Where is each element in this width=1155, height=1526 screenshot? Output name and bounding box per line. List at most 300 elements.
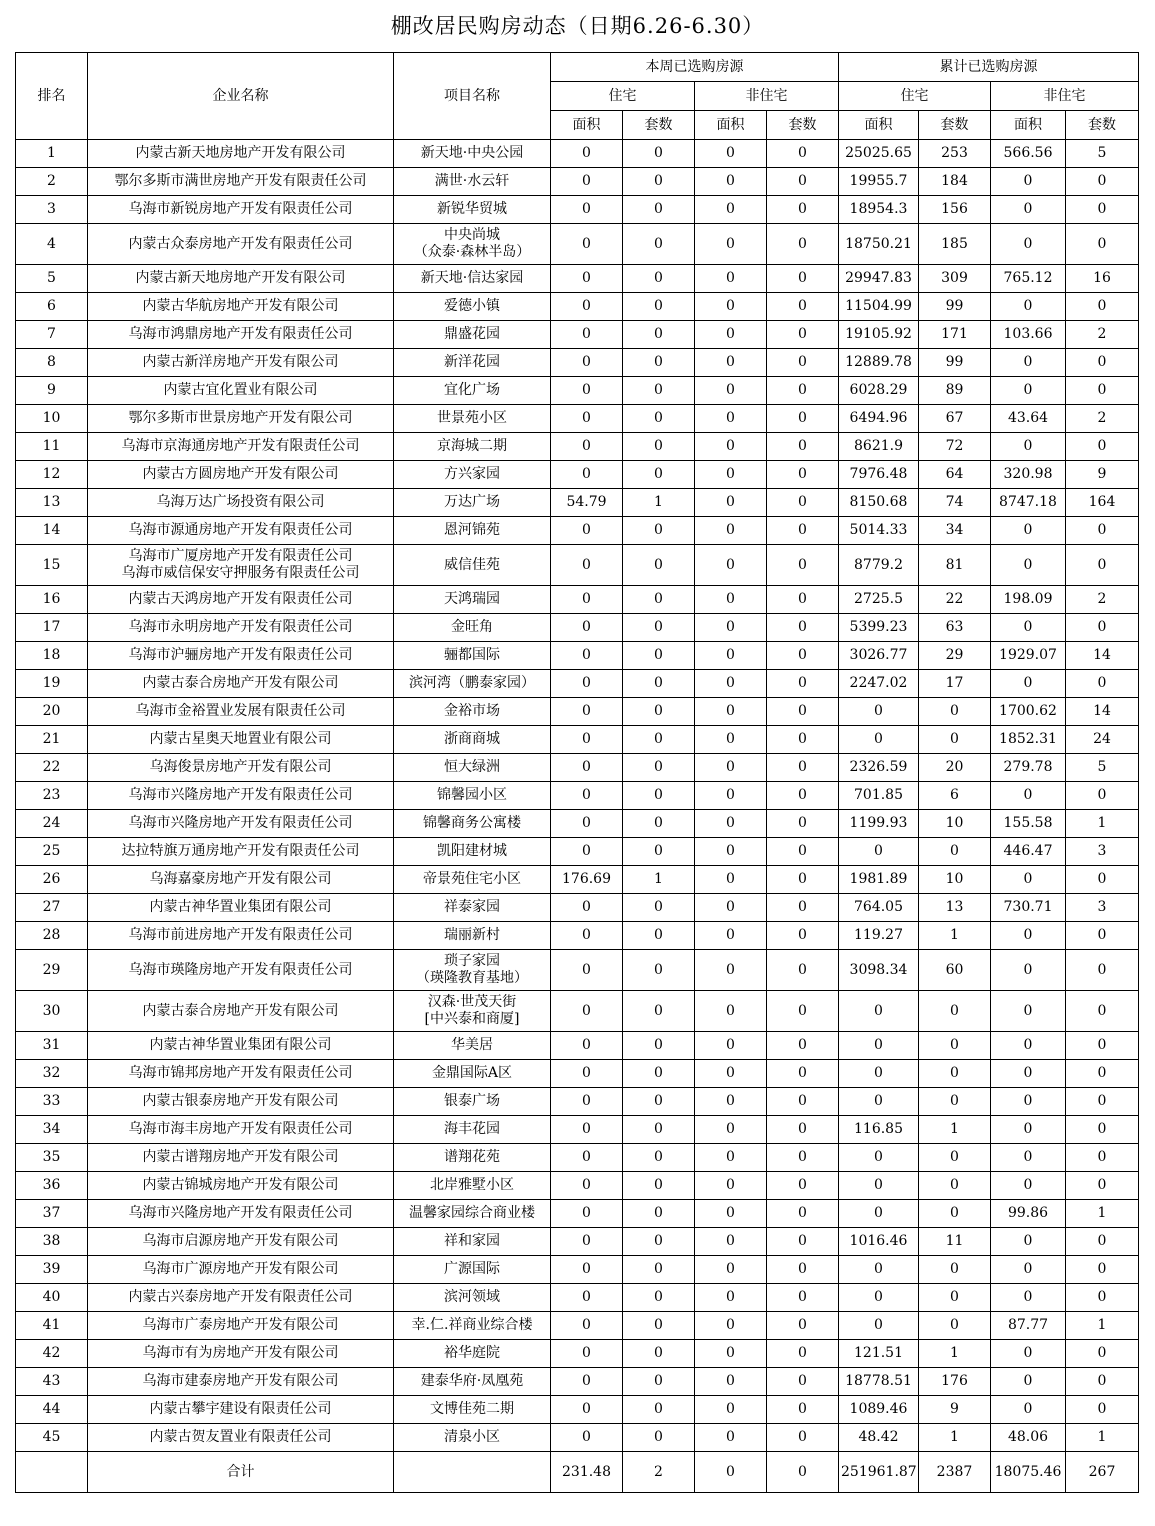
week-nonres-area: 0 xyxy=(695,140,767,168)
project-name: 祥泰家园 xyxy=(394,894,551,922)
rank-cell: 11 xyxy=(16,433,88,461)
cum-res-area: 1981.89 xyxy=(839,866,919,894)
cum-nonres-area: 0 xyxy=(991,1340,1066,1368)
week-res-area: 0 xyxy=(551,1060,623,1088)
cum-nonres-units: 0 xyxy=(1066,782,1139,810)
project-name: 滨河领域 xyxy=(394,1284,551,1312)
project-name: 裕华庭院 xyxy=(394,1340,551,1368)
week-res-units: 0 xyxy=(623,726,695,754)
cum-nonres-area: 765.12 xyxy=(991,265,1066,293)
total-project-cell xyxy=(394,1452,551,1493)
cum-res-area: 701.85 xyxy=(839,782,919,810)
company-name: 达拉特旗万通房地产开发有限责任公司 xyxy=(88,838,394,866)
project-name: 鼎盛花园 xyxy=(394,321,551,349)
week-nonres-area: 0 xyxy=(695,1200,767,1228)
week-res-units: 0 xyxy=(623,894,695,922)
project-name: 清泉小区 xyxy=(394,1424,551,1452)
cum-res-units: 0 xyxy=(919,1312,991,1340)
table-row xyxy=(16,1368,1139,1396)
cum-res-units: 9 xyxy=(919,1396,991,1424)
company-name: 乌海万达广场投资有限公司 xyxy=(88,489,394,517)
cum-res-units: 60 xyxy=(919,950,991,991)
cum-res-units: 0 xyxy=(919,1200,991,1228)
company-name: 乌海市兴隆房地产开发有限责任公司 xyxy=(88,810,394,838)
rank-cell: 6 xyxy=(16,293,88,321)
rank-cell: 27 xyxy=(16,894,88,922)
week-nonres-area: 0 xyxy=(695,1256,767,1284)
cum-nonres-units: 16 xyxy=(1066,265,1139,293)
company-name: 乌海嘉豪房地产开发有限公司 xyxy=(88,866,394,894)
cum-nonres-area: 0 xyxy=(991,991,1066,1032)
table-row xyxy=(16,866,1139,894)
week-res-area: 0 xyxy=(551,1172,623,1200)
cum-res-area: 8621.9 xyxy=(839,433,919,461)
cum-nonres-area: 0 xyxy=(991,224,1066,265)
week-res-units: 0 xyxy=(623,838,695,866)
total-cum-nonres-units: 267 xyxy=(1066,1452,1139,1493)
cum-nonres-area: 0 xyxy=(991,377,1066,405)
week-res-area: 0 xyxy=(551,670,623,698)
cum-nonres-area: 0 xyxy=(991,1032,1066,1060)
cum-res-units: 0 xyxy=(919,1172,991,1200)
header-units: 套数 xyxy=(1066,111,1139,140)
week-nonres-area: 0 xyxy=(695,321,767,349)
rank-cell: 8 xyxy=(16,349,88,377)
week-res-area: 54.79 xyxy=(551,489,623,517)
project-name: 骊都国际 xyxy=(394,642,551,670)
week-nonres-area: 0 xyxy=(695,810,767,838)
header-area: 面积 xyxy=(695,111,767,140)
header-area: 面积 xyxy=(551,111,623,140)
week-nonres-area: 0 xyxy=(695,670,767,698)
week-nonres-area: 0 xyxy=(695,1228,767,1256)
week-res-area: 0 xyxy=(551,1340,623,1368)
week-nonres-area: 0 xyxy=(695,991,767,1032)
table-row xyxy=(16,586,1139,614)
project-name: 恩河锦苑 xyxy=(394,517,551,545)
week-res-units: 0 xyxy=(623,810,695,838)
cum-nonres-area: 0 xyxy=(991,1368,1066,1396)
cum-nonres-area: 198.09 xyxy=(991,586,1066,614)
cum-nonres-units: 0 xyxy=(1066,1284,1139,1312)
rank-cell: 16 xyxy=(16,586,88,614)
rank-cell: 45 xyxy=(16,1424,88,1452)
company-name: 乌海市有为房地产开发有限公司 xyxy=(88,1340,394,1368)
cum-res-area: 5399.23 xyxy=(839,614,919,642)
cum-nonres-area: 0 xyxy=(991,866,1066,894)
week-nonres-area: 0 xyxy=(695,377,767,405)
week-res-units: 0 xyxy=(623,349,695,377)
cum-nonres-units: 164 xyxy=(1066,489,1139,517)
week-nonres-area: 0 xyxy=(695,586,767,614)
rank-cell: 20 xyxy=(16,698,88,726)
week-nonres-units: 0 xyxy=(767,866,839,894)
week-res-area: 0 xyxy=(551,1256,623,1284)
rank-cell: 12 xyxy=(16,461,88,489)
week-res-area: 0 xyxy=(551,168,623,196)
table-row xyxy=(16,224,1139,265)
cum-nonres-units: 0 xyxy=(1066,433,1139,461)
cum-nonres-units: 0 xyxy=(1066,866,1139,894)
total-cum-res-area: 251961.87 xyxy=(839,1452,919,1493)
cum-nonres-units: 0 xyxy=(1066,1368,1139,1396)
week-res-area: 0 xyxy=(551,1312,623,1340)
cum-nonres-units: 14 xyxy=(1066,642,1139,670)
week-nonres-units: 0 xyxy=(767,614,839,642)
cum-nonres-area: 0 xyxy=(991,922,1066,950)
table-row xyxy=(16,754,1139,782)
week-res-area: 0 xyxy=(551,545,623,586)
cum-res-area: 6028.29 xyxy=(839,377,919,405)
week-nonres-units: 0 xyxy=(767,642,839,670)
table-row xyxy=(16,991,1139,1032)
week-nonres-units: 0 xyxy=(767,461,839,489)
cum-res-area: 19955.7 xyxy=(839,168,919,196)
week-nonres-units: 0 xyxy=(767,224,839,265)
cum-res-area: 0 xyxy=(839,1144,919,1172)
project-name: 满世·水云轩 xyxy=(394,168,551,196)
cum-res-area: 18778.51 xyxy=(839,1368,919,1396)
table-row xyxy=(16,265,1139,293)
week-nonres-area: 0 xyxy=(695,1312,767,1340)
week-nonres-area: 0 xyxy=(695,1368,767,1396)
rank-cell: 33 xyxy=(16,1088,88,1116)
week-res-units: 0 xyxy=(623,1032,695,1060)
cum-res-area: 6494.96 xyxy=(839,405,919,433)
project-name: 北岸雅墅小区 xyxy=(394,1172,551,1200)
header-company: 企业名称 xyxy=(88,53,394,140)
company-name: 乌海市启源房地产开发有限公司 xyxy=(88,1228,394,1256)
cum-nonres-units: 5 xyxy=(1066,140,1139,168)
week-res-area: 0 xyxy=(551,1368,623,1396)
week-nonres-area: 0 xyxy=(695,168,767,196)
cum-nonres-units: 1 xyxy=(1066,810,1139,838)
cum-nonres-area: 566.56 xyxy=(991,140,1066,168)
cum-res-area: 119.27 xyxy=(839,922,919,950)
week-res-units: 0 xyxy=(623,461,695,489)
cum-nonres-units: 2 xyxy=(1066,321,1139,349)
cum-res-area: 121.51 xyxy=(839,1340,919,1368)
cum-nonres-area: 446.47 xyxy=(991,838,1066,866)
week-res-area: 0 xyxy=(551,614,623,642)
week-res-units: 1 xyxy=(623,489,695,517)
project-name: 华美居 xyxy=(394,1032,551,1060)
company-name: 内蒙古新天地房地产开发有限公司 xyxy=(88,140,394,168)
company-name: 内蒙古星奥天地置业有限公司 xyxy=(88,726,394,754)
week-res-units: 0 xyxy=(623,377,695,405)
company-name: 乌海市海丰房地产开发有限责任公司 xyxy=(88,1116,394,1144)
cum-nonres-area: 1852.31 xyxy=(991,726,1066,754)
cum-nonres-area: 0 xyxy=(991,1088,1066,1116)
cum-nonres-area: 730.71 xyxy=(991,894,1066,922)
table-row xyxy=(16,489,1139,517)
week-res-units: 0 xyxy=(623,642,695,670)
header-cum-residential: 住宅 xyxy=(839,82,991,111)
company-name: 内蒙古宜化置业有限公司 xyxy=(88,377,394,405)
week-nonres-units: 0 xyxy=(767,1340,839,1368)
week-nonres-area: 0 xyxy=(695,698,767,726)
project-name: 新洋花园 xyxy=(394,349,551,377)
week-res-units: 0 xyxy=(623,1228,695,1256)
cum-res-area: 0 xyxy=(839,1200,919,1228)
header-project: 项目名称 xyxy=(394,53,551,140)
cum-res-area: 0 xyxy=(839,1060,919,1088)
company-name: 内蒙古泰合房地产开发有限公司 xyxy=(88,991,394,1032)
week-res-units: 0 xyxy=(623,1088,695,1116)
cum-nonres-area: 0 xyxy=(991,349,1066,377)
week-res-area: 0 xyxy=(551,698,623,726)
week-res-area: 0 xyxy=(551,586,623,614)
week-nonres-area: 0 xyxy=(695,950,767,991)
table-row xyxy=(16,1172,1139,1200)
total-cum-res-units: 2387 xyxy=(919,1452,991,1493)
header-week-non-residential: 非住宅 xyxy=(695,82,839,111)
cum-nonres-area: 0 xyxy=(991,1228,1066,1256)
rank-cell: 36 xyxy=(16,1172,88,1200)
project-name: 海丰花园 xyxy=(394,1116,551,1144)
week-nonres-area: 0 xyxy=(695,489,767,517)
week-res-units: 0 xyxy=(623,433,695,461)
cum-res-area: 3098.34 xyxy=(839,950,919,991)
week-res-units: 0 xyxy=(623,782,695,810)
table-row xyxy=(16,168,1139,196)
table-row xyxy=(16,461,1139,489)
cum-res-units: 13 xyxy=(919,894,991,922)
project-name: 银泰广场 xyxy=(394,1088,551,1116)
week-nonres-units: 0 xyxy=(767,321,839,349)
cum-nonres-area: 320.98 xyxy=(991,461,1066,489)
week-res-units: 0 xyxy=(623,1368,695,1396)
company-name: 乌海市前进房地产开发有限责任公司 xyxy=(88,922,394,950)
company-name: 内蒙古方圆房地产开发有限公司 xyxy=(88,461,394,489)
week-res-area: 0 xyxy=(551,461,623,489)
company-name: 内蒙古众泰房地产开发有限责任公司 xyxy=(88,224,394,265)
week-res-area: 0 xyxy=(551,293,623,321)
company-name: 乌海市鸿鼎房地产开发有限责任公司 xyxy=(88,321,394,349)
cum-nonres-units: 0 xyxy=(1066,670,1139,698)
cum-res-units: 10 xyxy=(919,810,991,838)
project-name: 中央尚城 （众泰·森林半岛） xyxy=(394,224,551,265)
week-nonres-units: 0 xyxy=(767,377,839,405)
week-res-area: 0 xyxy=(551,894,623,922)
week-res-units: 0 xyxy=(623,1060,695,1088)
week-nonres-units: 0 xyxy=(767,1088,839,1116)
cum-nonres-units: 0 xyxy=(1066,1032,1139,1060)
week-nonres-units: 0 xyxy=(767,782,839,810)
week-nonres-units: 0 xyxy=(767,810,839,838)
table-row xyxy=(16,433,1139,461)
company-name: 乌海市金裕置业发展有限责任公司 xyxy=(88,698,394,726)
cum-res-area: 29947.83 xyxy=(839,265,919,293)
week-nonres-units: 0 xyxy=(767,489,839,517)
week-nonres-units: 0 xyxy=(767,140,839,168)
table-row xyxy=(16,1088,1139,1116)
table-row xyxy=(16,1228,1139,1256)
table-row xyxy=(16,1312,1139,1340)
cum-nonres-units: 0 xyxy=(1066,168,1139,196)
cum-res-units: 11 xyxy=(919,1228,991,1256)
table-row xyxy=(16,1284,1139,1312)
rank-cell: 17 xyxy=(16,614,88,642)
project-name: 汉森·世茂天街 [中兴泰和商厦] xyxy=(394,991,551,1032)
rank-cell: 10 xyxy=(16,405,88,433)
cum-nonres-area: 1929.07 xyxy=(991,642,1066,670)
header-units: 套数 xyxy=(767,111,839,140)
week-nonres-units: 0 xyxy=(767,1228,839,1256)
housing-table xyxy=(15,52,1139,1493)
cum-nonres-area: 99.86 xyxy=(991,1200,1066,1228)
week-res-units: 0 xyxy=(623,517,695,545)
week-nonres-area: 0 xyxy=(695,1032,767,1060)
cum-nonres-units: 0 xyxy=(1066,1228,1139,1256)
project-name: 浙商商城 xyxy=(394,726,551,754)
week-nonres-area: 0 xyxy=(695,461,767,489)
rank-cell: 30 xyxy=(16,991,88,1032)
cum-res-units: 0 xyxy=(919,991,991,1032)
week-nonres-units: 0 xyxy=(767,950,839,991)
cum-nonres-area: 0 xyxy=(991,1144,1066,1172)
company-name: 内蒙古兴泰房地产开发有限责任公司 xyxy=(88,1284,394,1312)
company-name: 内蒙古攀宇建设有限责任公司 xyxy=(88,1396,394,1424)
week-res-units: 0 xyxy=(623,1172,695,1200)
week-nonres-area: 0 xyxy=(695,265,767,293)
company-name: 乌海市新锐房地产开发有限责任公司 xyxy=(88,196,394,224)
week-nonres-units: 0 xyxy=(767,293,839,321)
cum-res-units: 22 xyxy=(919,586,991,614)
project-name: 金鼎国际A区 xyxy=(394,1060,551,1088)
cum-res-area: 1016.46 xyxy=(839,1228,919,1256)
project-name: 琐子家园 （瑛隆教育基地） xyxy=(394,950,551,991)
cum-nonres-area: 43.64 xyxy=(991,405,1066,433)
week-nonres-units: 0 xyxy=(767,1032,839,1060)
cum-nonres-area: 103.66 xyxy=(991,321,1066,349)
week-nonres-units: 0 xyxy=(767,1172,839,1200)
week-nonres-units: 0 xyxy=(767,726,839,754)
week-res-units: 0 xyxy=(623,196,695,224)
week-nonres-area: 0 xyxy=(695,349,767,377)
cum-res-area: 764.05 xyxy=(839,894,919,922)
table-row xyxy=(16,1116,1139,1144)
cum-nonres-area: 0 xyxy=(991,1256,1066,1284)
cum-nonres-units: 1 xyxy=(1066,1200,1139,1228)
cum-res-units: 0 xyxy=(919,1284,991,1312)
week-res-area: 0 xyxy=(551,433,623,461)
cum-res-area: 0 xyxy=(839,838,919,866)
total-week-res-units: 2 xyxy=(623,1452,695,1493)
header-area: 面积 xyxy=(839,111,919,140)
header-units: 套数 xyxy=(919,111,991,140)
week-res-area: 0 xyxy=(551,1116,623,1144)
week-res-units: 0 xyxy=(623,1116,695,1144)
cum-res-area: 18750.21 xyxy=(839,224,919,265)
week-nonres-area: 0 xyxy=(695,894,767,922)
week-res-area: 0 xyxy=(551,224,623,265)
cum-nonres-area: 0 xyxy=(991,517,1066,545)
cum-nonres-area: 48.06 xyxy=(991,1424,1066,1452)
week-res-area: 0 xyxy=(551,377,623,405)
week-nonres-units: 0 xyxy=(767,1424,839,1452)
cum-nonres-units: 14 xyxy=(1066,698,1139,726)
project-name: 瑞丽新村 xyxy=(394,922,551,950)
week-res-units: 0 xyxy=(623,1200,695,1228)
cum-res-units: 0 xyxy=(919,698,991,726)
rank-cell: 31 xyxy=(16,1032,88,1060)
week-res-area: 0 xyxy=(551,1284,623,1312)
table-row xyxy=(16,377,1139,405)
week-res-units: 0 xyxy=(623,545,695,586)
cum-nonres-area: 155.58 xyxy=(991,810,1066,838)
cum-nonres-area: 0 xyxy=(991,196,1066,224)
week-nonres-units: 0 xyxy=(767,586,839,614)
cum-nonres-units: 1 xyxy=(1066,1424,1139,1452)
cum-res-units: 74 xyxy=(919,489,991,517)
rank-cell: 38 xyxy=(16,1228,88,1256)
header-cumulative: 累计已选购房源 xyxy=(839,53,1139,82)
total-label: 合计 xyxy=(88,1452,394,1493)
cum-nonres-units: 0 xyxy=(1066,1340,1139,1368)
total-row xyxy=(16,1452,1139,1493)
cum-res-units: 1 xyxy=(919,1340,991,1368)
week-nonres-units: 0 xyxy=(767,1284,839,1312)
week-nonres-area: 0 xyxy=(695,196,767,224)
project-name: 滨河湾（鹏泰家园） xyxy=(394,670,551,698)
week-nonres-area: 0 xyxy=(695,642,767,670)
rank-cell: 19 xyxy=(16,670,88,698)
rank-cell: 24 xyxy=(16,810,88,838)
cum-res-units: 0 xyxy=(919,726,991,754)
week-res-units: 0 xyxy=(623,1312,695,1340)
cum-res-units: 99 xyxy=(919,349,991,377)
cum-res-area: 11504.99 xyxy=(839,293,919,321)
cum-res-area: 25025.65 xyxy=(839,140,919,168)
project-name: 宜化广场 xyxy=(394,377,551,405)
project-name: 威信佳苑 xyxy=(394,545,551,586)
company-name: 乌海市广泰房地产开发有限公司 xyxy=(88,1312,394,1340)
cum-nonres-area: 0 xyxy=(991,433,1066,461)
company-name: 乌海俊景房地产开发有限公司 xyxy=(88,754,394,782)
cum-res-area: 8779.2 xyxy=(839,545,919,586)
project-name: 新锐华贸城 xyxy=(394,196,551,224)
week-nonres-area: 0 xyxy=(695,922,767,950)
week-res-area: 0 xyxy=(551,1032,623,1060)
cum-nonres-units: 0 xyxy=(1066,377,1139,405)
week-res-units: 0 xyxy=(623,293,695,321)
week-res-units: 0 xyxy=(623,922,695,950)
company-name: 乌海市永明房地产开发有限责任公司 xyxy=(88,614,394,642)
rank-cell: 3 xyxy=(16,196,88,224)
cum-res-area: 1089.46 xyxy=(839,1396,919,1424)
page-title: 棚改居民购房动态（日期6.26-6.30） xyxy=(390,14,765,38)
cum-nonres-units: 0 xyxy=(1066,1116,1139,1144)
week-res-area: 0 xyxy=(551,726,623,754)
week-res-units: 0 xyxy=(623,321,695,349)
project-name: 建泰华府·凤凰苑 xyxy=(394,1368,551,1396)
project-name: 方兴家园 xyxy=(394,461,551,489)
total-cum-nonres-area: 18075.46 xyxy=(991,1452,1066,1493)
company-name: 乌海市瑛隆房地产开发有限责任公司 xyxy=(88,950,394,991)
week-nonres-area: 0 xyxy=(695,1116,767,1144)
cum-nonres-area: 0 xyxy=(991,782,1066,810)
table-row xyxy=(16,1144,1139,1172)
project-name: 温馨家园综合商业楼 xyxy=(394,1200,551,1228)
week-res-units: 0 xyxy=(623,991,695,1032)
table-row xyxy=(16,196,1139,224)
week-nonres-units: 0 xyxy=(767,922,839,950)
cum-nonres-units: 0 xyxy=(1066,545,1139,586)
table-row xyxy=(16,1060,1139,1088)
cum-res-units: 0 xyxy=(919,1144,991,1172)
company-name: 乌海市兴隆房地产开发有限责任公司 xyxy=(88,782,394,810)
